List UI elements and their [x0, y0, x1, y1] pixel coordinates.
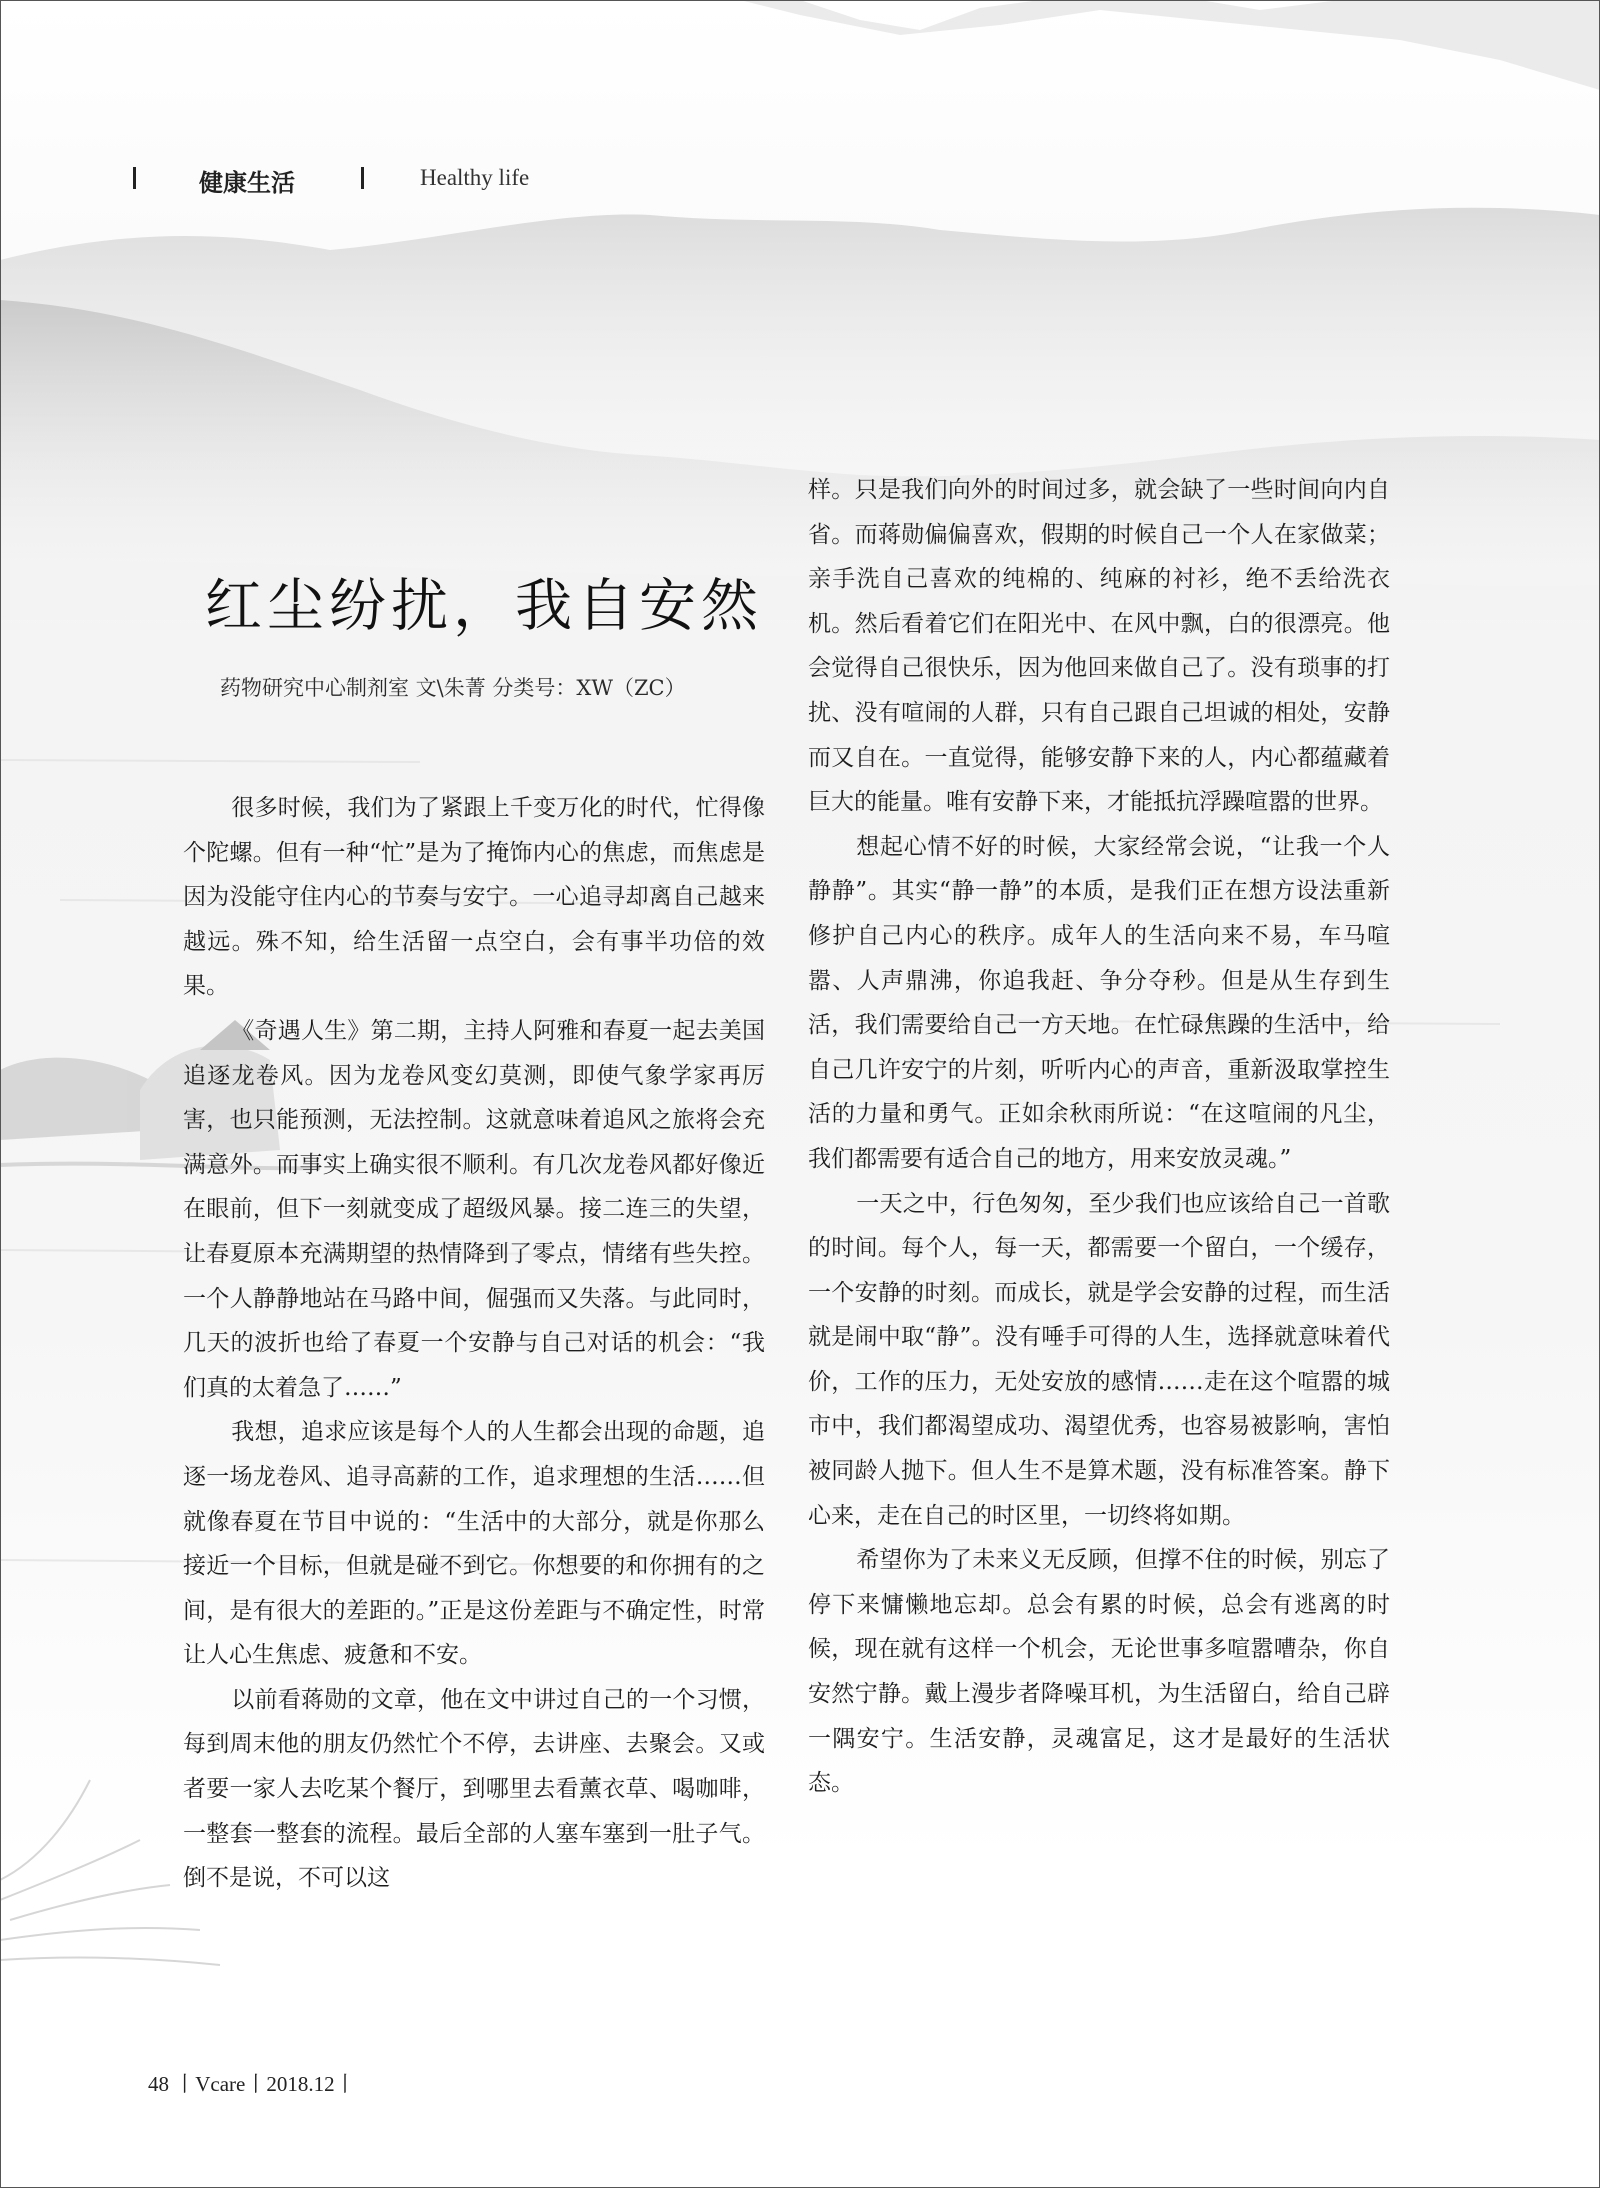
- article-paragraph: 《奇遇人生》第二期，主持人阿雅和春夏一起去美国追逐龙卷风。因为龙卷风变幻莫测，即使气象学家再厉害，也只能预测，无法控制。这就意味着追风之旅将会充满意外。而事实上确实很不顺利。有几次龙卷风都好像近在眼前，但下一刻就变成了超级风暴。接二连三的失望，让春夏原本充满期望的热情降到了零点，情绪有些失控。一个人静静地站在马路中间，倔强而又失落。与此同时，几天的波折也给了春夏一个安静与自己对话的机会：“我们真的太着急了……”: [183, 1017, 765, 1401]
- article-paragraph: 想起心情不好的时候，大家经常会说，“让我一个人静静”。其实“静一静”的本质，是我们正在想方设法重新修护自己内心的秩序。成年人的生活向来不易，车马喧嚣、人声鼎沸，你追我赶、争分夺秒。但是从生存到生活，我们需要给自己一方天地。在忙碌焦躁的生活中，给自己几许安宁的片刻，听听内心的声音，重新汲取掌控生活的力量和勇气。正如余秋雨所说：“在这喧闹的凡尘，我们都需要有适合自己的地方，用来安放灵魂。”: [808, 833, 1390, 1172]
- header-divider: [361, 167, 364, 189]
- article-paragraph: 我想，追求应该是每个人的人生都会出现的命题，追逐一场龙卷风、追寻高薪的工作，追求理想的生活……但就像春夏在节目中说的：“生活中的大部分，就是你那么接近一个目标，但就是碰不到它。你想要的和你拥有的之间，是有很大的差距的。”正是这份差距与不确定性，时常让人心生焦虑、疲惫和不安。: [183, 1419, 765, 1669]
- page-footer: 48 丨Vcare丨2018.12丨: [148, 2072, 356, 2096]
- section-title: 健康生活: [199, 169, 295, 197]
- distant-peak: [740, 0, 1600, 90]
- article-paragraph-continued: 样。只是我们向外的时间过多，就会缺了一些时间向内自省。而蒋勋偏偏喜欢，假期的时候自己一个人在家做菜；亲手洗自己喜欢的纯棉的、纯麻的衬衫，绝不丢给洗衣机。然后看着它们在阳光中、在风中飘，白的很漂亮。他会觉得自己很快乐，因为他回来做自己了。没有琐事的打扰、没有喧闹的人群，只有自己跟自己坦诚的相处，安静而又自在。一直觉得，能够安静下来的人，内心都蕴藏着巨大的能量。唯有安静下来，才能抵抗浮躁喧嚣的世界。: [808, 477, 1390, 816]
- article-column-right: [808, 468, 1390, 1806]
- article-paragraph: 希望你为了未来义无反顾，但撑不住的时候，别忘了停下来慵懒地忘却。总会有累的时候，总会有逃离的时候，现在就有这样一个机会，无论世事多喧嚣嘈杂，你自安然宁静。戴上漫步者降噪耳机，为生活留白，给自己辟一隅安宁。生活安静，灵魂富足，这才是最好的生活状态。: [808, 1547, 1390, 1797]
- section-title-english: Healthy life: [420, 165, 530, 190]
- article-paragraph: 以前看蒋勋的文章，他在文中讲过自己的一个习惯，每到周末他的朋友仍然忙个不停，去讲座、去聚会。又或者要一家人去吃某个餐厅，到哪里去看薰衣草、喝咖啡，一整套一整套的流程。最后全部的人塞车塞到一肚子气。倒不是说，不可以这: [183, 1686, 765, 1892]
- article-paragraph: 一天之中，行色匆匆，至少我们也应该给自己一首歌的时间。每个人，每一天，都需要一个留白，一个缓存，一个安静的时刻。而成长，就是学会安静的过程，而生活就是闹中取“静”。没有唾手可得的人生，选择就意味着代价，工作的压力，无处安放的感情……走在这个喧嚣的城市中，我们都渴望成功、渴望优秀，也容易被影响，害怕被同龄人抛下。但人生不是算术题，没有标准答案。静下心来，走在自己的时区里，一切终将如期。: [808, 1190, 1390, 1529]
- article-column-left: [183, 786, 765, 1901]
- article-paragraph: 很多时候，我们为了紧跟上千变万化的时代，忙得像个陀螺。但有一种“忙”是为了掩饰内心的焦虑，而焦虑是因为没能守住内心的节奏与安宁。一心追寻却离自己越来越远。殊不知，给生活留一点空白，会有事半功倍的效果。: [183, 795, 765, 1000]
- article-title: 红尘纷扰，我自安然: [205, 573, 763, 639]
- header-divider: [133, 167, 136, 189]
- article-byline: 药物研究中心制剂室 文\朱菁 分类号：XW（ZC）: [220, 676, 686, 700]
